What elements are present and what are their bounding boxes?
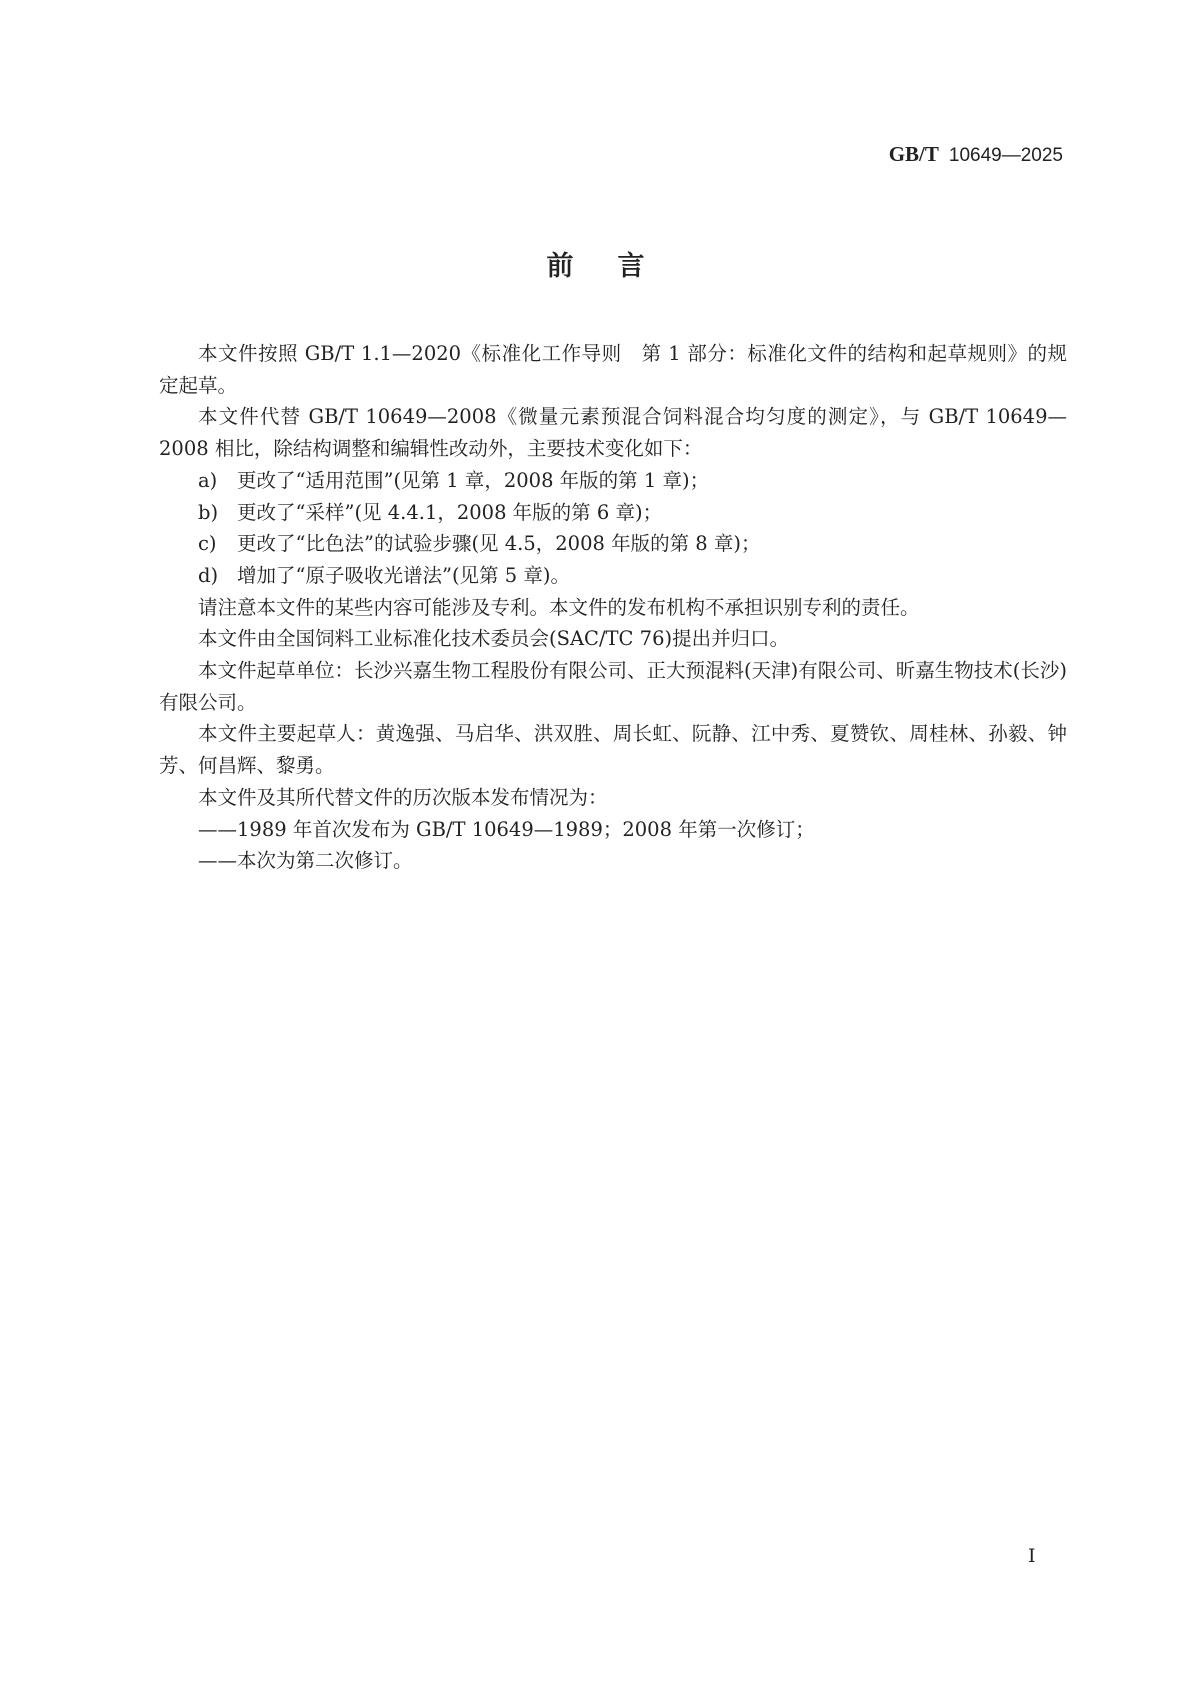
paragraph: 本文件主要起草人：黄逸强、马启华、洪双胜、周长虹、阮静、江中秀、夏赞钦、周桂林、孙毅、钟芳、何昌辉、黎勇。: [159, 722, 1067, 778]
list-item: [159, 528, 1067, 560]
list-text: 增加了“原子吸收光谱法”(见第 5 章)。: [237, 563, 570, 587]
paragraph: 本文件由全国饲料工业标准化技术委员会(SAC/TC 76)提出并归口。: [198, 627, 790, 651]
code-number: 10649—2025: [948, 145, 1063, 166]
list-text: 更改了“采样”(见 4.4.1，2008 年版的第 6 章)；: [237, 500, 663, 524]
foreword-body: [159, 338, 1067, 877]
document-code: [889, 142, 1063, 167]
list-item: [159, 560, 1067, 592]
page-number: I: [1028, 1545, 1036, 1567]
list-label: a): [198, 468, 218, 492]
page-title: 前言: [546, 251, 689, 282]
paragraph: 本文件代替 GB/T 10649—2008《微量元素预混合饲料混合均匀度的测定》，与 GB/T 10649—2008 相比，除结构调整和编辑性改动外，主要技术变化如下：: [159, 405, 1067, 461]
list-text: 更改了“比色法”的试验步骤(见 4.5，2008 年版的第 8 章)；: [237, 532, 761, 556]
paragraph: 请注意本文件的某些内容可能涉及专利。本文件的发布机构不承担识别专利的责任。: [198, 595, 920, 619]
list-label: b): [198, 500, 219, 524]
paragraph: 本文件起草单位：长沙兴嘉生物工程股份有限公司、正大预混料(天津)有限公司、昕嘉生物技术(长沙)有限公司。: [159, 659, 1067, 714]
list-label: c): [198, 532, 217, 556]
history-item: ——1989 年首次发布为 GB/T 10649—1989；2008 年第一次修订；: [198, 817, 815, 841]
list-label: d): [198, 563, 219, 587]
paragraph: 本文件及其所代替文件的历次版本发布情况为：: [198, 785, 608, 809]
paragraph: 本文件按照 GB/T 1.1—2020《标准化工作导则 第 1 部分：标准化文件的结构和起草规则》的规定起草。: [159, 342, 1067, 397]
list-text: 更改了“适用范围”(见第 1 章，2008 年版的第 1 章)；: [237, 468, 710, 492]
code-prefix: GB/T: [888, 142, 939, 166]
history-item: ——本次为第二次修订。: [198, 849, 413, 873]
list-item: [159, 497, 1067, 529]
list-item: [159, 465, 1067, 497]
